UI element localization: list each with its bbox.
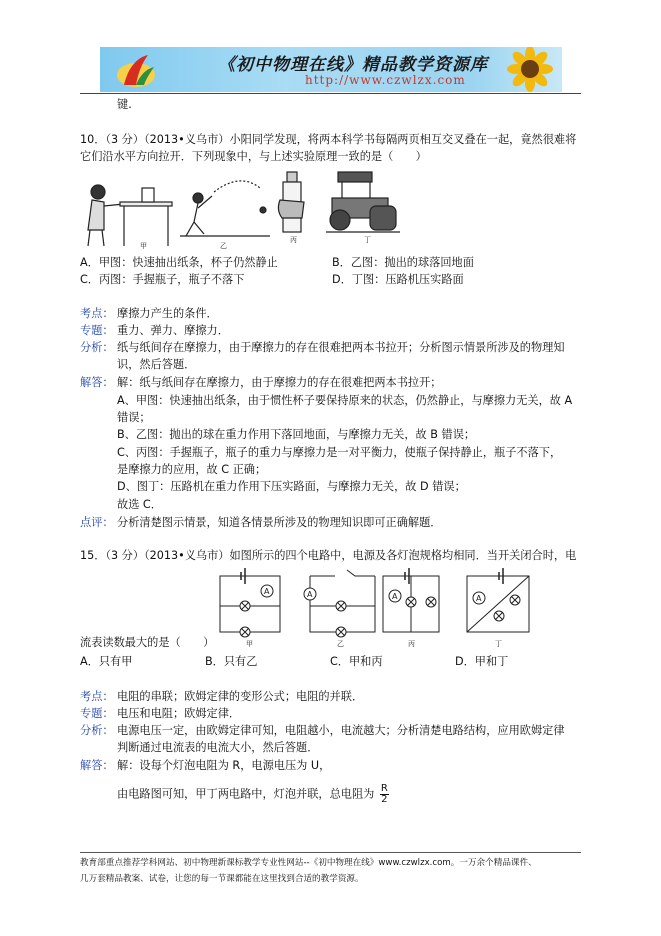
fraction <box>380 784 389 805</box>
q15-jieda-text2 <box>117 784 389 805</box>
q10-zhuanti <box>80 324 229 338</box>
top-fragment: 键. <box>117 98 132 111</box>
q10-zhuanti-text: 重力、弹力、摩擦力． <box>117 324 229 337</box>
q10-fenxi <box>80 341 565 355</box>
q15-jieda-label: 解答： <box>80 759 114 772</box>
q15-fenxi-text1: 电源电压一定，由欧姆定律可知，电阻越小，电流越大；分析清楚电路结构，应用欧姆定律 <box>117 724 565 737</box>
lamp-icon <box>240 627 250 637</box>
lamp-icon <box>240 601 250 611</box>
fraction-denominator: 2 <box>381 794 388 805</box>
figure-label-bing: 丙 <box>290 236 297 244</box>
q15-option-a[interactable]: A．只有甲 <box>80 655 133 668</box>
lamp-icon <box>406 597 416 607</box>
q10-kaodian-label: 考点： <box>80 307 114 320</box>
figure-label-jia: 甲 <box>140 242 147 250</box>
q10-jieda-text6: 是摩擦力的应用，故 C 正确； <box>117 463 267 476</box>
q15-kaodian-text: 电阻的串联；欧姆定律的变形公式；电阻的并联． <box>117 690 364 703</box>
figure-jia <box>88 185 172 246</box>
footer-line2: 几万套精品教案、试卷，让您的每一节课都能在这里找到合适的教学资源。 <box>80 874 364 884</box>
q10-jieda-label: 解答： <box>80 376 114 389</box>
lamp-icon <box>336 601 346 611</box>
q15-option-b[interactable]: B．只有乙 <box>205 655 258 668</box>
q15-option-d[interactable]: D．甲和丁 <box>455 655 509 668</box>
lamp-icon <box>426 597 436 607</box>
q10-jieda <box>80 376 441 390</box>
circuit-label-yi: 乙 <box>337 640 344 648</box>
q15-stem-line1: 15．（3 分）（2013•义乌市）如图所示的四个电路中，电源及各灯泡规格均相同．当开关闭合时，电 <box>80 549 577 562</box>
q10-option-a[interactable]: A．甲图：快速抽出纸条，杯子仍然静止 <box>80 256 278 269</box>
q10-stem-line2: 它们沿水平方向拉开．下列现象中，与上述实验原理一致的是（ ） <box>80 150 427 163</box>
figure-yi <box>180 181 270 236</box>
figure-label-ding: 丁 <box>364 236 371 244</box>
q15-fenxi-label: 分析： <box>80 724 114 737</box>
logo-icon <box>114 51 160 89</box>
q10-option-b[interactable]: B．乙图：抛出的球落回地面 <box>332 256 474 269</box>
q10-option-d[interactable]: D．丁图：压路机压实路面 <box>332 273 464 286</box>
q15-jieda <box>80 759 330 773</box>
footer-line1: 教育部重点推荐学科网站、初中物理新课标教学专业性网站--《初中物理在线》www.czwlzx.com。一万余个精品课件、 <box>80 858 537 868</box>
q15-zhuanti <box>80 707 240 721</box>
q10-jieda-text3: 错误； <box>117 411 151 424</box>
q15-circuits <box>205 566 560 648</box>
q15-stem-line2: 流表读数最大的是（ ） <box>80 636 215 649</box>
lamp-icon <box>336 627 346 637</box>
ammeter-label: A <box>264 587 270 596</box>
q10-dianping <box>80 516 441 530</box>
q15-kaodian <box>80 690 363 704</box>
q10-stem-line1: 10．（3 分）（2013•义乌市）小阳同学发现，将两本科学书每隔两页相互交叉叠在一起，竟然很难将 <box>80 133 577 146</box>
q10-fenxi-text1: 纸与纸间存在摩擦力，由于摩擦力的存在很难把两本书拉开；分析图示情景所涉及的物理知 <box>117 341 565 354</box>
q10-jieda-text5: C、丙图：手握瓶子，瓶子的重力与摩擦力是一对平衡力，使瓶子保持静止，瓶子不落下， <box>117 446 562 459</box>
q15-zhuanti-label: 专题： <box>80 707 114 720</box>
figure-bing <box>278 172 304 232</box>
header-rule <box>80 93 581 94</box>
fraction-numerator: R <box>380 783 388 794</box>
q15-jieda-text2-body: 由电路图可知，甲丁两电路中，灯泡并联，总电阻为 <box>117 787 375 801</box>
q10-jieda-text2: A、甲图：快速抽出纸条，由于惯性杯子要保持原来的状态，仍然静止，与摩擦力无关，故 A <box>117 394 573 407</box>
circuit-label-bing: 丙 <box>408 640 415 648</box>
figure-label-yi: 乙 <box>220 242 227 250</box>
q10-jieda-text7: D、图丁：压路机在重力作用下压实路面，与摩擦力无关，故 D 错误； <box>117 480 466 493</box>
q15-jieda-text1: 解：设每个灯泡电阻为 R，电源电压为 U， <box>117 759 331 772</box>
q15-fenxi-text2: 判断通过电流表的电流大小，然后答题． <box>117 741 319 754</box>
banner-title: 《初中物理在线》精品教学资源库 <box>218 55 488 75</box>
header-banner <box>100 47 562 92</box>
q10-jieda-text4: B、乙图：抛出的球在重力作用下落回地面，与摩擦力无关，故 B 错误； <box>117 428 476 441</box>
sunflower-icon <box>500 47 562 92</box>
q10-dianping-label: 点评： <box>80 516 114 529</box>
q10-kaodian-text: 摩擦力产生的条件． <box>117 307 218 320</box>
ammeter-label: A <box>392 592 398 601</box>
q10-jieda-text8: 故选 C． <box>117 498 162 511</box>
q10-fenxi-text2: 识，然后答题． <box>117 358 196 371</box>
q10-zhuanti-label: 专题： <box>80 324 114 337</box>
q10-option-c[interactable]: C．丙图：手握瓶子，瓶子不落下 <box>80 273 245 286</box>
lamp-icon <box>494 611 504 621</box>
ammeter-label: A <box>307 590 313 599</box>
footer-rule <box>80 852 581 853</box>
figure-ding <box>326 172 400 232</box>
q15-fenxi <box>80 724 565 738</box>
q10-jieda-text1: 解：纸与纸间存在摩擦力，由于摩擦力的存在很难把两本书拉开； <box>117 376 442 389</box>
ammeter-label: A <box>476 594 482 603</box>
circuit-label-ding: 丁 <box>495 640 502 648</box>
q15-option-c[interactable]: C．甲和丙 <box>330 655 383 668</box>
circuit-label-jia: 甲 <box>246 640 253 648</box>
q10-figure <box>80 170 400 250</box>
q10-fenxi-label: 分析： <box>80 341 114 354</box>
q10-dianping-text: 分析清楚图示情景，知道各情景所涉及的物理知识即可正确解题． <box>117 516 442 529</box>
lamp-icon <box>510 595 520 605</box>
banner-url[interactable]: http://www.czwlzx.com <box>305 73 466 87</box>
circuit-jia <box>220 568 280 632</box>
q15-kaodian-label: 考点： <box>80 690 114 703</box>
q10-kaodian <box>80 307 218 321</box>
q15-zhuanti-text: 电压和电阻；欧姆定律． <box>117 707 241 720</box>
